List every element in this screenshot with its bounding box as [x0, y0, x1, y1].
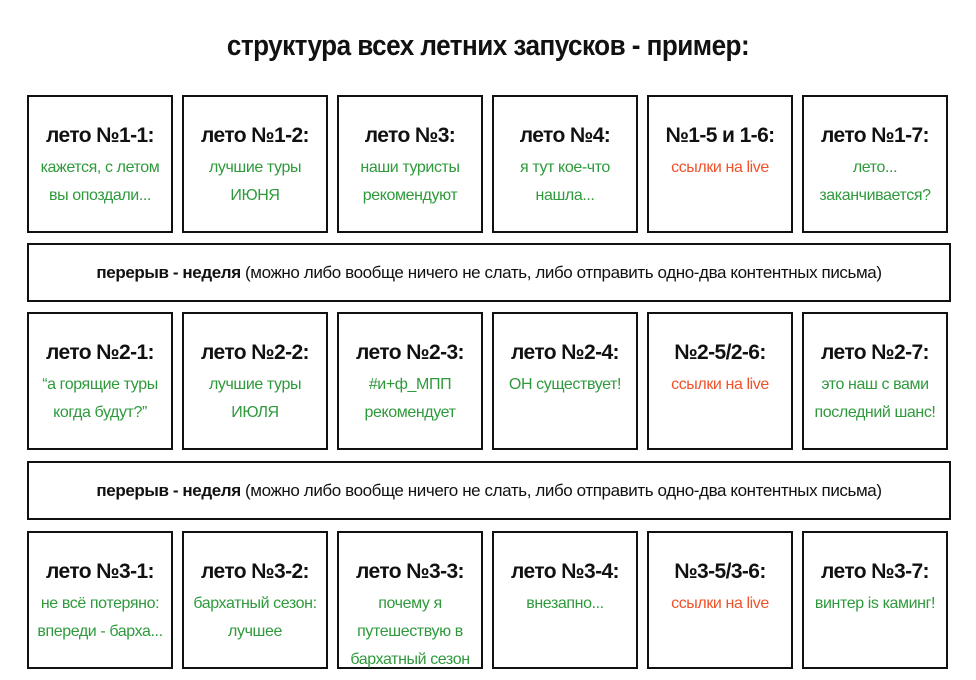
- card-title: №2-5/2-6:: [674, 341, 766, 364]
- card-text: лето... заканчивается?: [819, 159, 931, 204]
- launch-row-3: [27, 531, 951, 669]
- card-title: лето №2-2:: [201, 341, 309, 364]
- card-title: №1-5 и 1-6:: [665, 124, 775, 147]
- launch-card: [802, 531, 948, 669]
- live-link-text[interactable]: ссылки на live: [671, 376, 769, 393]
- card-text: я тут кое-что нашла...: [520, 159, 610, 204]
- launch-card: [492, 312, 638, 450]
- break-note: (можно либо вообще ничего не слать, либо отправить одно-два контентных письма): [245, 480, 882, 500]
- card-text: это наш с вами последний шанс!: [814, 376, 936, 421]
- card-text: внезапно...: [526, 595, 604, 612]
- card-text: бархатный сезон: лучшее: [193, 595, 317, 640]
- card-title: лето №3-7:: [821, 560, 929, 583]
- launch-card: [182, 531, 328, 669]
- card-text: лучшие туры ИЮЛЯ: [208, 376, 302, 421]
- card-title: лето №1-7:: [821, 124, 929, 147]
- launch-card: [27, 95, 173, 233]
- break-label: перерыв - неделя: [96, 262, 241, 282]
- break-banner: [27, 461, 951, 520]
- launch-card: [337, 312, 483, 450]
- launch-row-1: [27, 95, 951, 233]
- live-link-text[interactable]: ссылки на live: [671, 159, 769, 176]
- launch-card: [337, 95, 483, 233]
- card-title: лето №3:: [364, 124, 456, 147]
- launch-card: [492, 95, 638, 233]
- launch-card: [337, 531, 483, 669]
- card-text: кажется, с летом вы опоздали...: [40, 159, 160, 204]
- card-title: лето №2-3:: [356, 341, 464, 364]
- launch-card: [27, 531, 173, 669]
- card-text: наши туристы рекомендуют: [360, 159, 460, 204]
- break-note: (можно либо вообще ничего не слать, либо отправить одно-два контентных письма): [245, 262, 882, 282]
- launch-card-live: [647, 95, 793, 233]
- card-text: почему я путешествую в бархатный сезон: [350, 595, 470, 668]
- card-title: лето №4:: [519, 124, 611, 147]
- launch-card: [802, 312, 948, 450]
- card-text: “а горящие туры когда будут?”: [42, 376, 158, 421]
- break-banner: [27, 243, 951, 302]
- launch-row-2: [27, 312, 951, 450]
- launch-card: [802, 95, 948, 233]
- launch-card: [182, 95, 328, 233]
- card-text: не всё потеряно: впереди - барха...: [37, 595, 163, 640]
- launch-card: [27, 312, 173, 450]
- card-title: лето №2-1:: [46, 341, 154, 364]
- card-title: №3-5/3-6:: [674, 560, 766, 583]
- card-text: #и+ф_МПП рекомендует: [364, 376, 456, 421]
- launch-card-live: [647, 312, 793, 450]
- card-title: лето №2-4:: [511, 341, 619, 364]
- card-title: лето №2-7:: [821, 341, 929, 364]
- page-title: структура всех летних запусков - пример:: [226, 30, 750, 62]
- card-title: лето №1-1:: [46, 124, 154, 147]
- card-title: лето №1-2:: [201, 124, 309, 147]
- break-label: перерыв - неделя: [96, 480, 241, 500]
- launch-card-live: [647, 531, 793, 669]
- card-title: лето №3-1:: [46, 560, 154, 583]
- live-link-text[interactable]: ссылки на live: [671, 595, 769, 612]
- card-title: лето №3-2:: [201, 560, 309, 583]
- launch-card: [492, 531, 638, 669]
- card-text: лучшие туры ИЮНЯ: [208, 159, 302, 204]
- card-title: лето №3-3:: [356, 560, 464, 583]
- card-title: лето №3-4:: [511, 560, 619, 583]
- card-text: ОН существует!: [508, 376, 622, 393]
- card-text: винтер is каминг!: [814, 595, 936, 612]
- launch-card: [182, 312, 328, 450]
